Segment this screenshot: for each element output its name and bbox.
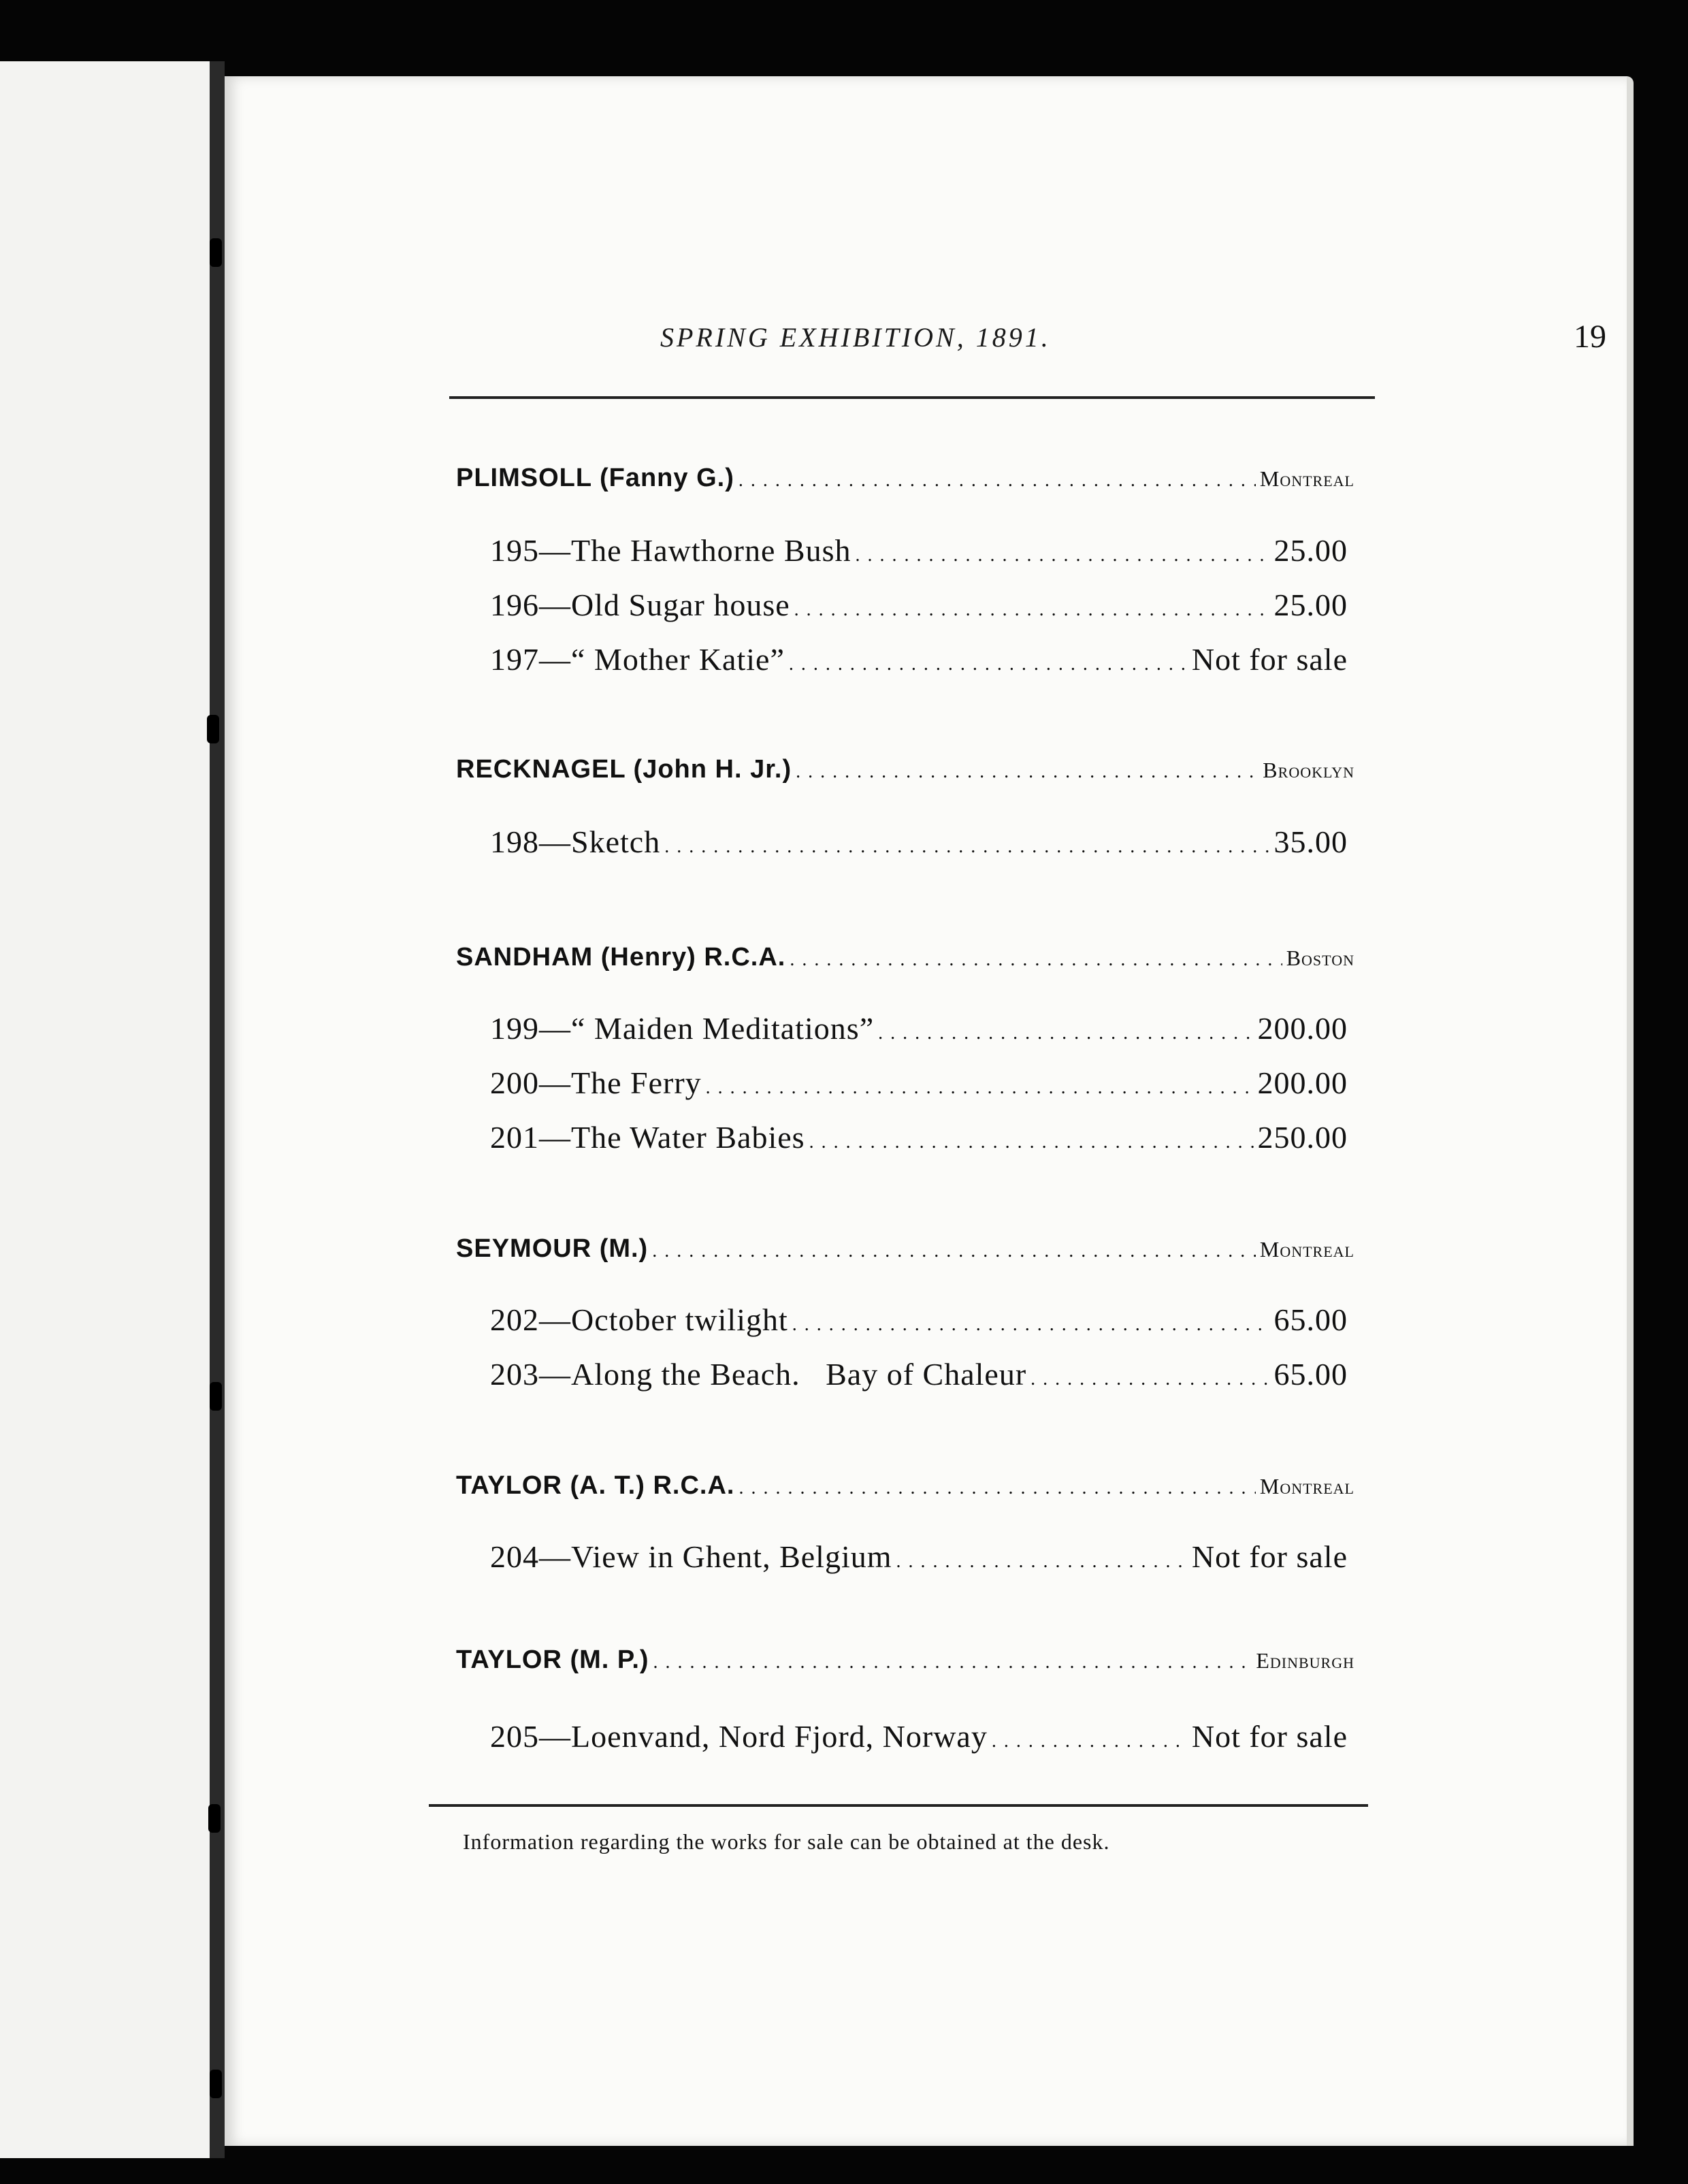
dot-leader [738, 463, 1256, 493]
work-title: 202—October twilight [490, 1302, 788, 1337]
work-title: 200—The Ferry [490, 1065, 702, 1100]
artist-entry-taylor-at [456, 1471, 1354, 1500]
catalogue-item [490, 1539, 1348, 1575]
work-price: Not for sale [1191, 1719, 1348, 1754]
artist-entry-taylor-mp [456, 1645, 1354, 1675]
dot-leader [796, 754, 1259, 784]
footer-rule [429, 1804, 1368, 1807]
artist-entry-sandham [456, 942, 1354, 972]
catalogue-item [490, 1119, 1348, 1155]
artist-city: Montreal [1259, 466, 1354, 491]
catalogue-item [490, 1356, 1348, 1392]
work-title: 195—The Hawthorne Bush [490, 533, 851, 568]
artist-city: Edinburgh [1256, 1648, 1354, 1673]
work-price: 65.00 [1273, 1302, 1348, 1337]
binding-mark [208, 1804, 221, 1833]
work-price: 25.00 [1273, 588, 1348, 622]
catalogue-item [490, 1718, 1348, 1754]
page-number: 19 [1574, 319, 1606, 355]
binding-mark [207, 715, 219, 743]
catalogue-item [490, 824, 1348, 860]
work-title: 199—“ Maiden Meditations” [490, 1011, 875, 1046]
page-content [456, 76, 1606, 2146]
work-price: Not for sale [1191, 642, 1348, 677]
artist-entry-plimsoll [456, 463, 1354, 493]
book-spine [210, 61, 225, 2158]
dot-leader [896, 1539, 1188, 1575]
facing-page-edge [0, 61, 216, 2158]
dot-leader [653, 1645, 1252, 1675]
artist-name: TAYLOR (M. P.) [456, 1645, 649, 1674]
catalogue-item [490, 1302, 1348, 1338]
binding-mark [210, 238, 222, 267]
work-price: 35.00 [1273, 824, 1348, 859]
dot-leader [790, 942, 1282, 972]
dot-leader [706, 1065, 1254, 1101]
running-head: SPRING EXHIBITION, 1891. [660, 322, 1051, 353]
dot-leader [794, 587, 1270, 623]
footnote: Information regarding the works for sale can be obtained at the desk. [463, 1829, 1110, 1854]
work-price: 250.00 [1257, 1120, 1348, 1155]
header-rule [449, 396, 1375, 399]
work-title: 197—“ Mother Katie” [490, 642, 785, 677]
catalogue-item [490, 532, 1348, 568]
dot-leader [664, 824, 1269, 860]
catalogue-item [490, 587, 1348, 623]
dot-leader [738, 1471, 1255, 1500]
dot-leader [992, 1718, 1188, 1754]
artist-name: SEYMOUR (M.) [456, 1234, 649, 1263]
catalogue-item [490, 1010, 1348, 1046]
dot-leader [792, 1302, 1270, 1338]
artist-name: PLIMSOLL (Fanny G.) [456, 464, 734, 492]
artist-city: Montreal [1259, 1474, 1354, 1498]
dot-leader [855, 532, 1269, 568]
work-title: 205—Loenvand, Nord Fjord, Norway [490, 1719, 988, 1754]
artist-name: SANDHAM (Henry) R.C.A. [456, 943, 786, 971]
artist-name: RECKNAGEL (John H. Jr.) [456, 755, 792, 784]
work-price: 200.00 [1257, 1065, 1348, 1100]
binding-mark [210, 1382, 222, 1411]
artist-city: Montreal [1259, 1237, 1354, 1262]
artist-entry-seymour [456, 1234, 1354, 1264]
work-title: 201—The Water Babies [490, 1120, 805, 1155]
work-price: 25.00 [1273, 533, 1348, 568]
catalogue-page [225, 76, 1634, 2146]
artist-entry-recknagel [456, 754, 1354, 784]
work-price: 65.00 [1273, 1357, 1348, 1392]
artist-city: Brooklyn [1263, 758, 1354, 782]
dot-leader [1030, 1356, 1269, 1392]
catalogue-item [490, 641, 1348, 677]
dot-leader [652, 1234, 1256, 1264]
binding-mark [210, 2070, 222, 2098]
catalogue-item [490, 1065, 1348, 1101]
work-title: 198—Sketch [490, 824, 661, 859]
artist-name: TAYLOR (A. T.) R.C.A. [456, 1471, 735, 1500]
dot-leader [809, 1119, 1254, 1155]
dot-leader [878, 1010, 1253, 1046]
work-title: 204—View in Ghent, Belgium [490, 1539, 892, 1574]
dot-leader [789, 641, 1188, 677]
work-price: 200.00 [1257, 1011, 1348, 1046]
work-price: Not for sale [1191, 1539, 1348, 1574]
artist-city: Boston [1286, 946, 1354, 970]
work-title: 203—Along the Beach. Bay of Chaleur [490, 1357, 1027, 1392]
work-title: 196—Old Sugar house [490, 588, 790, 622]
